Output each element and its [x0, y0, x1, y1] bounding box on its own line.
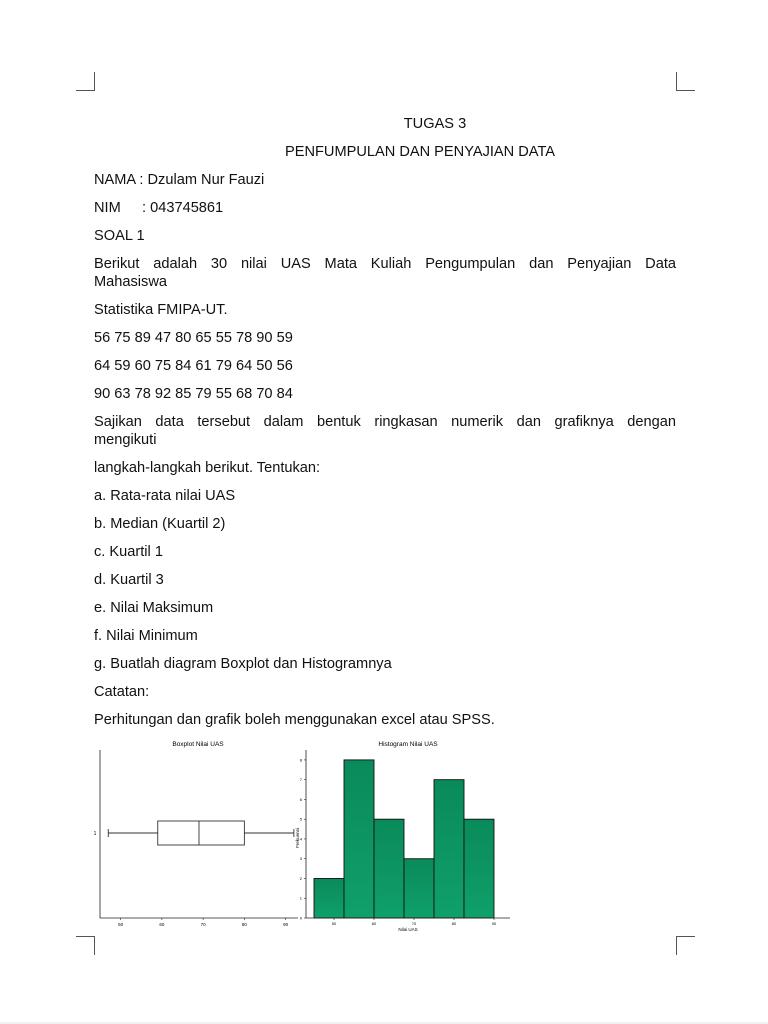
boxplot-title: Boxplot Nilai UAS	[172, 741, 224, 748]
boxplot-x-tick-label: 80	[241, 922, 247, 927]
student-name: NAMA : Dzulam Nur Fauzi	[94, 172, 265, 188]
document-subtitle: PENFUMPULAN DAN PENYAJIAN DATA	[284, 144, 556, 160]
boxplot-x-tick-label: 90	[283, 922, 289, 927]
document-body	[94, 115, 676, 729]
student-nim	[94, 199, 676, 217]
crop-mark-bottom-right	[676, 936, 695, 955]
histogram-y-tick-label: 2	[299, 875, 302, 881]
data-row-3: 90 63 78 92 85 79 55 68 70 84	[94, 386, 293, 402]
boxplot-chart	[94, 741, 298, 927]
boxplot-category-label: 1	[93, 831, 97, 837]
histogram-bars	[314, 760, 494, 918]
list-item: e. Nilai Maksimum	[94, 600, 214, 616]
boxplot-x-tick-label: 70	[200, 922, 206, 927]
data-row-1: 56 75 89 47 80 65 55 78 90 59	[94, 330, 293, 346]
nim-value: : 043745861	[142, 200, 224, 216]
document-title: TUGAS 3	[403, 116, 467, 132]
histogram-y-tick-label: 8	[299, 757, 302, 763]
histogram-ylabel: Frekuensi	[295, 828, 300, 848]
histogram-bar	[404, 859, 434, 918]
boxplot-x-tick-label: 60	[159, 922, 165, 927]
crop-mark-top-left	[76, 72, 95, 91]
histogram-bar	[314, 878, 344, 918]
histogram-y-tick-label: 4	[299, 836, 302, 842]
histogram-y-tick-label: 1	[299, 895, 302, 901]
histogram-y-tick-label: 6	[299, 796, 302, 802]
boxplot-body	[108, 821, 294, 845]
histogram-x-tick-label: 70	[411, 921, 417, 926]
histogram-bar	[344, 760, 374, 918]
histogram-y-tick-label: 0	[299, 915, 302, 921]
histogram-y-tick-label: 5	[299, 816, 302, 822]
nim-label: NIM	[94, 200, 121, 216]
histogram-bar	[434, 780, 464, 918]
histogram-y-tick-label: 3	[299, 856, 302, 862]
crop-mark-top-right	[676, 72, 695, 91]
intro-paragraph-cont: Mahasiswa	[94, 274, 167, 290]
data-row-2: 64 59 60 75 84 61 79 64 50 56	[94, 358, 293, 374]
instruction-paragraph-cont: mengikuti	[94, 432, 157, 448]
figure-charts	[92, 738, 512, 934]
boxplot-x-tick-label: 50	[118, 922, 124, 927]
histogram-y-tick-label: 7	[299, 777, 302, 783]
histogram-x-tick-label: 80	[451, 921, 457, 926]
soal-heading: SOAL 1	[94, 228, 145, 244]
note-text: Perhitungan dan grafik boleh menggunakan excel atau SPSS.	[94, 712, 495, 728]
boxplot-box	[158, 821, 245, 845]
list-item: a. Rata-rata nilai UAS	[94, 488, 236, 504]
charts-svg	[92, 738, 512, 934]
list-item: c. Kuartil 1	[94, 544, 163, 560]
crop-mark-bottom-left	[76, 936, 95, 955]
list-item: b. Median (Kuartil 2)	[94, 516, 226, 532]
histogram-x-tick-label: 90	[491, 921, 497, 926]
histogram-x-tick-label: 60	[371, 921, 377, 926]
list-item: g. Buatlah diagram Boxplot dan Histogramnya	[94, 656, 392, 672]
histogram-bar	[464, 819, 494, 918]
list-item: f. Nilai Minimum	[94, 628, 198, 644]
histogram-xlabel: Nilai UAS	[398, 927, 418, 932]
histogram-title: Histogram Nilai UAS	[378, 741, 438, 748]
histogram-chart	[295, 741, 510, 932]
instruction-line-2: langkah-langkah berikut. Tentukan:	[94, 460, 321, 476]
intro-paragraph: Berikut adalah 30 nilai UAS Mata Kuliah Pengumpulan dan Penyajian Data	[94, 256, 676, 272]
intro-line-2: Statistika FMIPA-UT.	[94, 302, 228, 318]
boxplot-x-ticks	[118, 918, 289, 927]
instruction-paragraph: Sajikan data tersebut dalam bentuk ringkasan numerik dan grafiknya dengan	[94, 414, 676, 430]
histogram-bar	[374, 819, 404, 918]
list-item: d. Kuartil 3	[94, 572, 164, 588]
note-label: Catatan:	[94, 684, 150, 700]
histogram-x-tick-label: 50	[331, 921, 337, 926]
